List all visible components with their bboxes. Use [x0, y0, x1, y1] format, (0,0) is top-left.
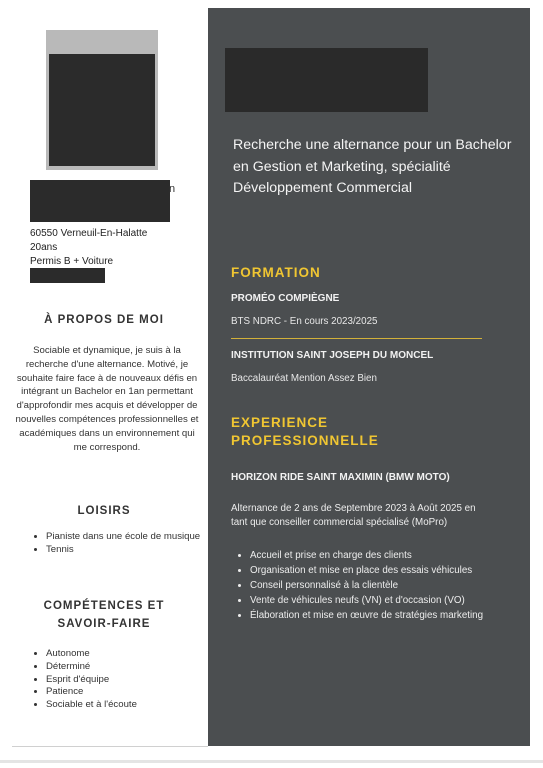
list-item: • Vente de véhicules neufs (VN) et d'occasion (VO)	[250, 594, 490, 608]
section-divider	[231, 338, 482, 339]
about-heading: À PROPOS DE MOI	[44, 314, 164, 326]
list-item: • Autonome	[46, 648, 206, 661]
school-detail: Baccalauréat Mention Assez Bien	[231, 373, 377, 384]
skills-heading-line2: SAVOIR-FAIRE	[57, 618, 151, 630]
about-text: Sociable et dynamique, je suis à la recherche d'une alternance. Motivé, je souhaite faire face à de nouveaux défis en intégrant un Bachelor en 1an permettant d'approfondir mes acquis et développer de nouvelles compétences professionnelles et académiques dans un environnement qui me correspond.	[15, 345, 199, 453]
hobbies-list	[34, 531, 206, 557]
name-redaction	[30, 180, 170, 222]
contact-redaction	[30, 268, 105, 283]
divider	[12, 746, 208, 747]
experience-heading-line1: EXPERIENCE	[231, 415, 329, 430]
formation-heading: FORMATION	[231, 265, 321, 280]
list-item: • Accueil et prise en charge des clients	[250, 549, 490, 563]
school-name: PROMÉO COMPIÈGNE	[231, 293, 340, 304]
school-name: INSTITUTION SAINT JOSEPH DU MONCEL	[231, 350, 434, 361]
header-redaction	[225, 48, 428, 112]
name-trailing-letter: n	[169, 183, 176, 195]
list-item: • Sociable et à l'écoute	[46, 699, 206, 712]
tasks-list	[238, 549, 490, 624]
skills-heading-line1: COMPÉTENCES ET	[43, 600, 165, 612]
list-item: • Déterminé	[46, 661, 206, 674]
list-item: • Conseil personnalisé à la clientèle	[250, 579, 490, 593]
list-item: • Élaboration et mise en œuvre de stratégies marketing	[250, 609, 490, 623]
page-bottom-edge	[0, 760, 543, 763]
hobbies-heading: LOISIRS	[77, 505, 131, 517]
list-item: • Pianiste dans une école de musique	[46, 531, 206, 544]
photo-redaction	[49, 54, 155, 166]
company-name: HORIZON RIDE SAINT MAXIMIN (BMW MOTO)	[231, 472, 450, 483]
experience-description: Alternance de 2 ans de Septembre 2023 à Août 2025 en tant que conseiller commercial spécialisé (MoPro)	[231, 503, 476, 528]
objective-text: Recherche une alternance pour un Bachelor en Gestion et Marketing, spécialité Développement Commercial	[233, 137, 512, 196]
list-item: • Tennis	[46, 544, 206, 557]
skills-list	[34, 648, 206, 712]
experience-heading-line2: PROFESSIONNELLE	[231, 433, 379, 448]
school-detail: BTS NDRC - En cours 2023/2025	[231, 316, 378, 327]
list-item: • Esprit d'équipe	[46, 674, 206, 687]
age-text: 20ans	[30, 242, 58, 253]
address-text: 60550 Verneuil-En-Halatte	[30, 228, 148, 239]
list-item: • Organisation et mise en place des essais véhicules	[250, 564, 490, 578]
license-text: Permis B + Voiture	[30, 256, 114, 267]
list-item: • Patience	[46, 686, 206, 699]
